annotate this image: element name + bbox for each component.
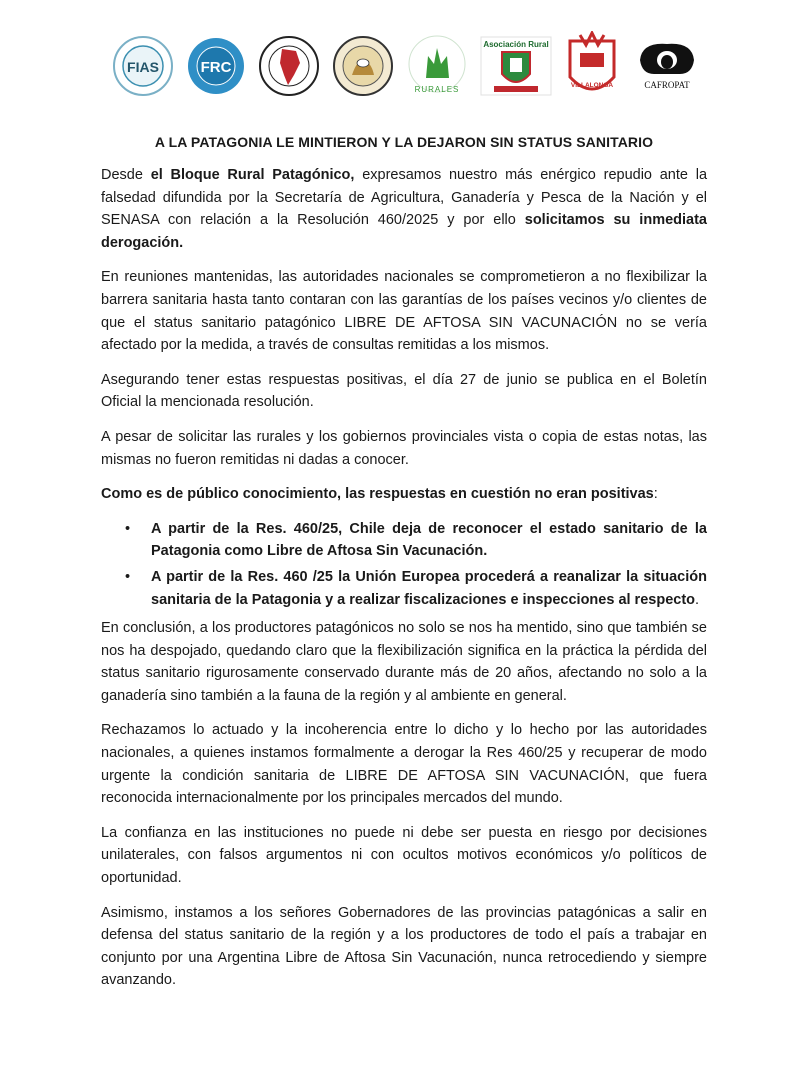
paragraph-1 — [101, 164, 707, 254]
cafropat-logo-text: CAFROPAT — [644, 80, 690, 90]
bullet-text: A partir de la Res. 460 /25 la Unión Europea procederá a reanalizar la situación sanitaria de la Patagonia y a realizar fiscalizaciones e inspecciones al respecto — [151, 568, 707, 608]
sociedad-rural-valle-logo — [258, 35, 320, 97]
paragraph-1-a: Desde — [101, 167, 151, 183]
paragraph-7: Rechazamos lo actuado y la incoherencia entre lo dicho y lo hecho por las autoridades nacionales, a quienes instamos formalmente a derogar la Res 460/25 y recuperar de modo urgente la condición sanitaria de LIBRE DE AFTOSA SIN VACUNACIÓN, que fuera reconocida internacionalmente por los principales mercados del mundo. — [101, 722, 707, 807]
fias-logo-text: FIAS — [127, 59, 159, 75]
bullet-text: A partir de la Res. 460/25, Chile deja de reconocer el estado sanitario de la Patagonia como Libre de Aftosa Sin Vacunación. — [151, 520, 707, 560]
paragraph-5-bold: Como es de público conocimiento, las respuestas en cuestión no eran positivas — [101, 486, 654, 503]
asociacion-rural-logo-text: Asociación Rural — [483, 40, 549, 49]
paragraph-3: Asegurando tener estas respuestas positivas, el día 27 de junio se publica en el Boletín Oficial la mencionada resolución. — [101, 371, 707, 411]
federacion-sociedades-rurales-logo — [406, 34, 468, 98]
bullet-item — [125, 566, 707, 611]
paragraph-5 — [101, 483, 707, 506]
frc-logo — [186, 36, 246, 96]
bullet-tail: . — [695, 591, 700, 608]
logo-strip — [112, 30, 702, 102]
villalonga-logo-text: VILLALONGA — [570, 82, 614, 89]
bullet-marker: • — [125, 520, 131, 537]
rurales-logo-text: RURALES — [414, 85, 460, 94]
paragraph-2: En reuniones mantenidas, las autoridades nacionales se comprometieron a no flexibilizar la barrera sanitaria hasta tanto contaran con las garantías de los países vecinos y/o clientes de que el status sanitario patagónico LIBRE DE AFTOSA SIN VACUNACIÓN no se vería afectado por la medida, a través de consultas remitidas a los mismos. — [101, 269, 707, 354]
paragraph-1-c: expresamos nuestro más enérgico repudio ante la falsedad difundida por la Secretaría de Agricultura, Ganadería y Pesca de la Nación y el SENASA con relación a la Resolución 460/2025 y por ello — [101, 167, 708, 229]
document-body — [101, 134, 707, 1004]
bullet-marker: • — [125, 568, 131, 585]
page-title: A LA PATAGONIA LE MINTIERON Y LA DEJARON SIN STATUS SANITARIO — [154, 134, 654, 150]
bullet-list — [101, 518, 707, 611]
fias-logo — [112, 35, 174, 97]
asociacion-villalonga-logo — [564, 31, 620, 101]
paragraph-4: A pesar de solicitar las rurales y los gobiernos provinciales vista o copia de estas notas, las mismas no fueron remitidas ni dadas a conocer. — [101, 428, 707, 468]
paragraph-8: La confianza en las instituciones no puede ni debe ser puesta en riesgo por decisiones unilaterales, con falsos argumentos ni con ocultos motivos económicos y/o políticos de oportunidad. — [101, 824, 707, 887]
asociacion-rural-tierra-del-fuego-logo — [332, 35, 394, 97]
frc-logo-text: FRC — [200, 59, 232, 76]
paragraph-6: En conclusión, a los productores patagónicos no solo se nos ha mentido, sino que también se nos ha despojado, quedando claro que la flexibilización significa en la práctica la pérdida del status sanitario rigurosamente conservado durante más de 20 años, afectando no solo a la ganadería sino también a la fauna de la región y al ambiente en general. — [101, 620, 707, 704]
paragraph-5-tail: : — [653, 486, 658, 503]
paragraph-1-bloque: el Bloque Rural Patagónico, — [150, 167, 355, 183]
asociacion-rural-rio-negro-logo — [480, 36, 552, 96]
paragraph-1-derogacion: solicitamos su inmediata derogación. — [101, 212, 707, 251]
cafropat-logo — [632, 38, 702, 94]
paragraph-9: Asimismo, instamos a los señores Gobernadores de las provincias patagónicas a salir en defensa del status sanitario de la región y a los productores de todo el país a trabajar en conjunto por una Argentina Libre de Aftosa Sin Vacunación, nunca retrocediendo y siempre avanzando. — [101, 904, 707, 989]
bullet-item — [125, 518, 707, 563]
